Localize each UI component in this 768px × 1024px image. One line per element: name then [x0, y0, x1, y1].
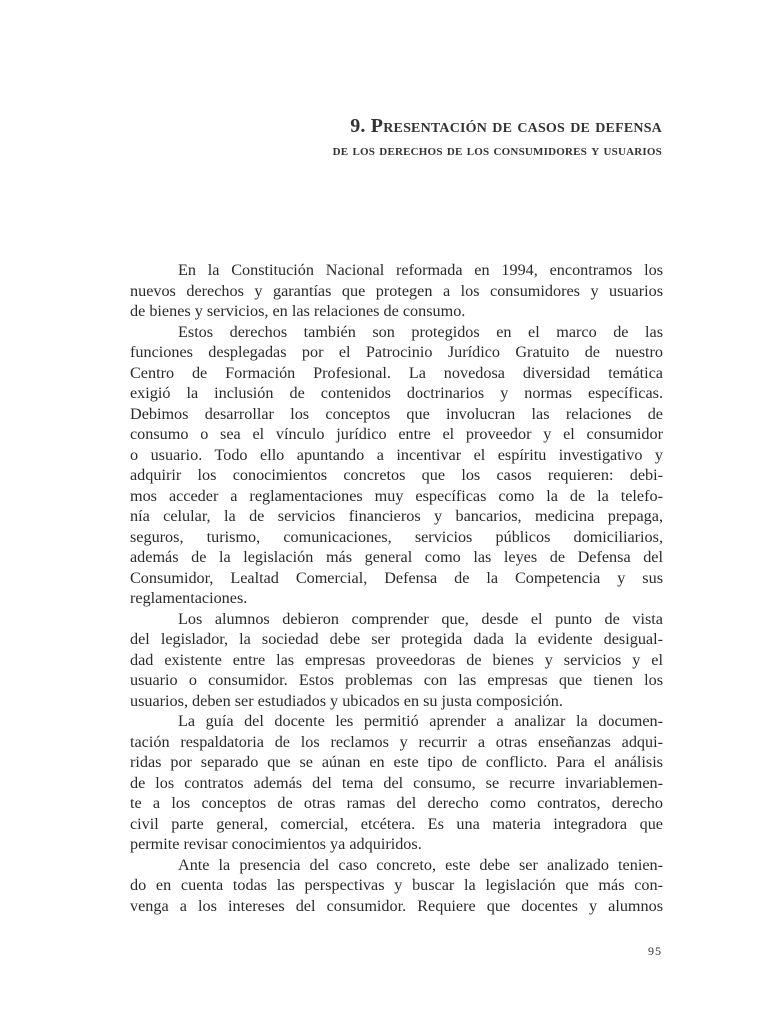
text-line: o usuario. Todo ello apuntando a incentivar el espíritu investigativo y: [130, 445, 663, 464]
text-line: funciones desplegadas por el Patrocinio Jurídico Gratuito de nuestro: [130, 343, 663, 361]
text-line: ridas por separado que se aúnan en este tipo de conflicto. Para el análisis: [130, 753, 663, 771]
text-line: te a los conceptos de otras ramas del derecho como contratos, derecho: [130, 794, 663, 812]
chapter-subtitle: de los derechos de los consumidores y usuarios: [332, 142, 662, 159]
text-line: do en cuenta todas las perspectivas y buscar la legislación que más con-: [130, 876, 663, 894]
text-line: Los alumnos debieron comprender que, desde el punto de vista: [178, 609, 663, 628]
text-line: exigió la inclusión de contenidos doctrinarios y normas específicas.: [130, 384, 663, 402]
text-line: además de la legislación más general como las leyes de Defensa del: [130, 548, 663, 566]
body-text: [130, 260, 663, 916]
page-number: 95: [648, 944, 662, 958]
text-line: Centro de Formación Profesional. La novedosa diversidad temática: [130, 363, 663, 382]
text-line: dad existente entre las empresas proveedoras de bienes y servicios y el: [130, 650, 663, 669]
text-line: tación respaldatoria de los reclamos y recurrir a otras enseñanzas adqui-: [130, 732, 663, 751]
paragraph: [130, 322, 663, 609]
text-line: adquirir los conocimientos concretos que los casos requieren: debi-: [130, 466, 663, 484]
text-line: Estos derechos también son protegidos en el marco de las: [178, 322, 663, 341]
text-line: En la Constitución Nacional reformada en 1994, encontramos los: [178, 261, 663, 279]
text-line: Consumidor, Lealtad Comercial, Defensa de la Competencia y sus: [130, 568, 663, 587]
text-line: consumo o sea el vínculo jurídico entre el proveedor y el consumidor: [130, 425, 663, 443]
paragraph: [130, 711, 663, 855]
paragraph: [130, 609, 663, 712]
text-line: de los contratos además del tema del consumo, se recurre invariablemen-: [130, 773, 663, 792]
text-line: Ante la presencia del caso concreto, este debe ser analizado tenien-: [178, 855, 663, 874]
text-line: La guía del docente les permitió aprender a analizar la documen-: [178, 712, 663, 730]
text-line: permite revisar conocimientos ya adquiridos.: [130, 835, 422, 853]
text-line: mos acceder a reglamentaciones muy específicas como la de la telefo-: [130, 486, 663, 505]
chapter-title: 9. Presentación de casos de defensa: [350, 115, 662, 137]
chapter-heading: [333, 114, 662, 162]
text-line: usuarios, deben ser estudiados y ubicados en su justa composición.: [130, 691, 563, 710]
text-line: nía celular, la de servicios financieros y bancarios, medicina prepaga,: [130, 507, 663, 525]
text-line: de bienes y servicios, en las relaciones de consumo.: [130, 302, 466, 320]
paragraph: [130, 855, 663, 917]
text-line: nuevos derechos y garantías que protegen a los consumidores y usuarios: [130, 281, 663, 300]
text-line: seguros, turismo, comunicaciones, servicios públicos domiciliarios,: [130, 527, 663, 546]
text-line: del legislador, la sociedad debe ser protegida dada la evidente desigual-: [130, 630, 663, 648]
text-line: venga a los intereses del consumidor. Requiere que docentes y alumnos: [130, 896, 663, 915]
text-line: Debimos desarrollar los conceptos que involucran las relaciones de: [130, 404, 663, 423]
paragraph: [130, 260, 663, 322]
text-line: civil parte general, comercial, etcétera. Es una materia integradora que: [130, 814, 663, 833]
text-line: usuario o consumidor. Estos problemas con las empresas que tienen los: [130, 671, 663, 689]
text-line: reglamentaciones.: [130, 589, 248, 607]
